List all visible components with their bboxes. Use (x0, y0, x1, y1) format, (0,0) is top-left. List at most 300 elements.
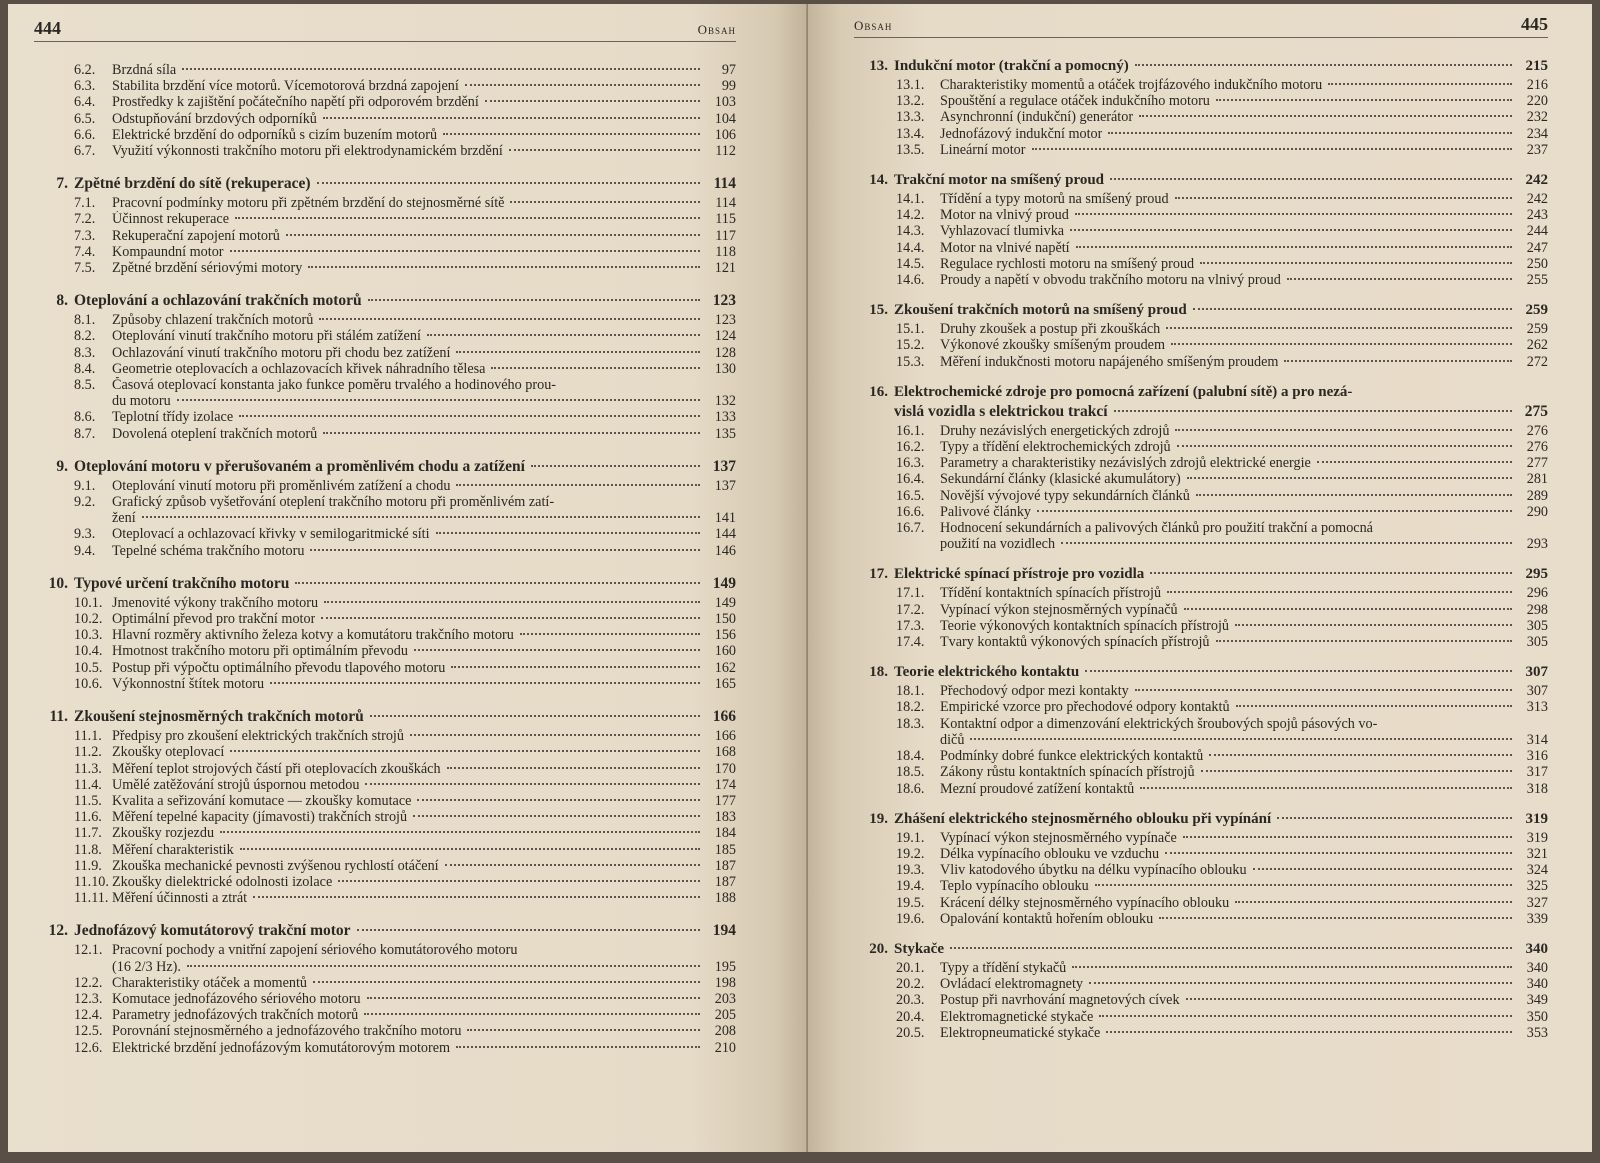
toc-entry (854, 77, 1548, 93)
toc-entry (34, 809, 736, 825)
toc-entry-continued (854, 536, 1548, 552)
chapter-heading (34, 922, 736, 940)
right-page (808, 4, 1592, 1152)
entry-title: Předpisy pro zkoušení elektrických trakčních strojů (112, 728, 404, 745)
dot-leader (253, 896, 700, 898)
entry-page: 203 (714, 990, 736, 1007)
dot-leader (317, 182, 701, 184)
entry-title: Teplotní třídy izolace (112, 409, 234, 426)
dot-leader (1196, 494, 1512, 496)
entry-number: 13.2. (896, 93, 925, 110)
entry-number: 20.5. (896, 1024, 925, 1041)
entry-number: 10.1. (74, 594, 103, 611)
chapter-page: 114 (713, 175, 736, 193)
chapter-heading (854, 811, 1548, 828)
entry-title: Měření charakteristik (112, 841, 234, 858)
entry-number: 14.6. (896, 272, 925, 289)
toc-entry (34, 111, 736, 127)
dot-leader (1175, 197, 1512, 199)
entry-title: Komutace jednofázového sériového motoru (112, 990, 361, 1007)
entry-title: Regulace rychlosti motoru na smíšený proud (940, 255, 1195, 272)
chapter-heading (854, 664, 1548, 681)
entry-number: 12.2. (74, 974, 103, 991)
toc-entry (854, 240, 1548, 256)
entry-title: Empirické vzorce pro přechodové odpory kontaktů (940, 699, 1230, 716)
entry-page: 187 (714, 873, 736, 890)
dot-leader (417, 799, 700, 801)
dot-leader (1201, 770, 1512, 772)
entry-number: 19.3. (896, 862, 925, 879)
dot-leader (1328, 83, 1512, 85)
chapter-number: 8. (56, 292, 68, 310)
toc-entry (34, 744, 736, 760)
entry-page: 149 (714, 594, 736, 611)
entry-number: 14.1. (896, 191, 925, 208)
toc-entry (34, 94, 736, 110)
entry-title: Stabilita brzdění více motorů. Vícemotorová brzdná zapojení (112, 78, 459, 95)
chapter-number: 18. (869, 664, 888, 681)
entry-title: Elektromagnetické stykače (940, 1008, 1094, 1025)
chapter-heading-continued (854, 403, 1548, 421)
dot-leader (509, 149, 700, 151)
chapter-heading (854, 384, 1548, 401)
entry-number: 10.5. (74, 659, 103, 676)
entry-title: Typy a třídění stykačů (940, 959, 1067, 976)
entry-number: 7.3. (74, 227, 96, 244)
entry-page: 123 (714, 312, 736, 329)
chapter-title: Zkoušení trakčních motorů na smíšený proud (894, 302, 1187, 319)
dot-leader (1284, 360, 1512, 362)
dot-leader (456, 484, 700, 486)
dot-leader (240, 848, 700, 850)
entry-number: 11.7. (74, 825, 102, 842)
entry-title: Zkoušky oteplovací (112, 744, 225, 761)
dot-leader (1114, 410, 1512, 412)
entry-number: 11.4. (74, 776, 102, 793)
entry-page: 247 (1526, 239, 1548, 256)
chapter-block (854, 664, 1548, 796)
entry-number: 13.5. (896, 141, 925, 158)
entry-title: Jmenovité výkony trakčního motoru (112, 594, 319, 611)
chapter-page: 242 (1525, 172, 1548, 189)
entry-number: 10.3. (74, 627, 103, 644)
entry-page: 185 (714, 841, 736, 858)
running-title: Obsah (854, 18, 893, 33)
toc-entry (854, 423, 1548, 439)
dot-leader (1253, 868, 1512, 870)
entry-number: 16.4. (896, 471, 925, 488)
chapter-title-continued: vislá vozidla s elektrickou trakcí (894, 402, 1108, 420)
dot-leader (1167, 591, 1512, 593)
entry-page: 144 (714, 526, 736, 543)
entry-page: 160 (714, 643, 736, 660)
entry-title: Grafický způsob vyšetřování oteplení trakčního motoru při proměnlivém zatí- (112, 494, 555, 511)
chapter-number: 11. (49, 708, 68, 726)
entry-title: Elektrické brzdění jednofázovým komutátorovým motorem (112, 1039, 451, 1056)
entry-number: 14.5. (896, 255, 925, 272)
entry-title: Dovolená oteplení trakčních motorů (112, 425, 318, 442)
entry-title: Měření indukčnosti motoru napájeného smíšeným proudem (940, 353, 1279, 370)
toc-entry (34, 611, 736, 627)
toc-entry (34, 526, 736, 542)
entry-page: 305 (1526, 617, 1548, 634)
dot-leader (1216, 99, 1512, 101)
entry-title: Zkoušky rozjezdu (112, 825, 215, 842)
dot-leader (1236, 705, 1512, 707)
chapter-number: 13. (869, 58, 888, 74)
toc-entry (34, 478, 736, 494)
dot-leader (531, 465, 700, 467)
dot-leader (456, 351, 700, 353)
chapter-title: Stykače (894, 940, 944, 957)
entry-title: Ovládací elektromagnety (940, 976, 1083, 993)
dot-leader (451, 666, 700, 668)
chapter-page: 295 (1525, 566, 1548, 583)
toc-entry (34, 1040, 736, 1056)
entry-number: 12.6. (74, 1039, 103, 1056)
toc-entry (854, 618, 1548, 634)
entry-number: 8.6. (74, 409, 96, 426)
entry-page: 124 (714, 328, 736, 345)
entry-page: 177 (714, 792, 736, 809)
entry-title: Výkonové zkoušky smíšeným proudem (940, 337, 1166, 354)
chapter-heading (854, 941, 1548, 958)
chapter-title: Zhášení elektrického stejnosměrného oblouku při vypínání (894, 810, 1272, 827)
entry-number: 14.4. (896, 239, 925, 256)
entry-number: 18.1. (896, 683, 925, 700)
running-head (34, 18, 736, 42)
entry-title: Motor na vlnivý proud (940, 207, 1069, 224)
dot-leader (1165, 852, 1512, 854)
entry-number: 13.1. (896, 77, 925, 93)
dot-leader (364, 1013, 700, 1015)
toc-entry (34, 345, 736, 361)
chapter-block (854, 566, 1548, 650)
dot-leader (1108, 132, 1512, 134)
entry-page: 128 (714, 344, 736, 361)
entry-page: 325 (1526, 878, 1548, 895)
entry-page: 259 (1526, 321, 1548, 338)
entry-page: 184 (714, 825, 736, 842)
dot-leader (270, 682, 700, 684)
entry-number: 8.5. (74, 377, 96, 394)
toc-entry-continued (34, 393, 736, 409)
toc-entry (854, 683, 1548, 699)
entry-number: 11.5. (74, 792, 102, 809)
toc-entry (34, 543, 736, 559)
entry-page: 170 (714, 760, 736, 777)
dot-leader (235, 217, 700, 219)
entry-title: Porovnání stejnosměrného a jednofázového trakčního motoru (112, 1023, 462, 1040)
entry-title: Kvalita a seřizování komutace — zkoušky komutace (112, 792, 412, 809)
dot-leader (1099, 1015, 1512, 1017)
dot-leader (1110, 178, 1512, 180)
chapter-number: 12. (48, 922, 68, 940)
toc-entry (34, 627, 736, 643)
toc-entry (854, 93, 1548, 109)
dot-leader (1317, 461, 1512, 463)
entry-title: Vypínací výkon stejnosměrných vypínačů (940, 601, 1178, 618)
entry-number: 6.3. (74, 78, 96, 95)
dot-leader (467, 1029, 700, 1031)
entry-title: Tvary kontaktů výkonových spínacích přístrojů (940, 634, 1210, 651)
entry-title-continued: použití na vozidlech (940, 536, 1056, 553)
dot-leader (177, 399, 700, 401)
page-number: 445 (1521, 14, 1548, 34)
toc-entry-continued (34, 959, 736, 975)
entry-number: 9.3. (74, 526, 96, 543)
dot-leader (1150, 572, 1512, 574)
dot-leader (321, 617, 700, 619)
dot-leader (1032, 148, 1513, 150)
entry-page: 290 (1526, 503, 1548, 520)
entry-number: 15.3. (896, 353, 925, 370)
entry-number: 6.6. (74, 126, 96, 143)
dot-leader (510, 201, 700, 203)
entry-title: Hmotnost trakčního motoru při optimálním převodu (112, 643, 408, 660)
dot-leader (323, 432, 700, 434)
entry-number: 19.5. (896, 894, 925, 911)
dot-leader (436, 532, 700, 534)
dot-leader (323, 117, 700, 119)
entry-number: 17.3. (896, 617, 925, 634)
toc-entry (34, 361, 736, 377)
entry-page: 232 (1526, 109, 1548, 126)
entry-title-continued: žení (112, 510, 136, 527)
entry-title: Asynchronní (indukční) generátor (940, 109, 1134, 126)
dot-leader (410, 734, 700, 736)
entry-page: 166 (714, 728, 736, 745)
entry-number: 8.1. (74, 312, 96, 329)
entry-page: 272 (1526, 353, 1548, 370)
toc-entry (854, 272, 1548, 288)
chapter-heading (34, 175, 736, 193)
entry-title: Teorie výkonových kontaktních spínacích přístrojů (940, 617, 1229, 634)
entry-page: 296 (1526, 585, 1548, 602)
entry-title-continued: (16 2/3 Hz). (112, 958, 181, 975)
dot-leader (1037, 510, 1512, 512)
entry-title: Optimální převod pro trakční motor (112, 611, 316, 628)
toc-entry (34, 761, 736, 777)
entry-page: 276 (1526, 422, 1548, 439)
dot-leader (313, 981, 700, 983)
entry-page: 277 (1526, 455, 1548, 472)
chapter-number: 15. (869, 302, 888, 319)
chapter-block (34, 292, 736, 442)
dot-leader (220, 831, 700, 833)
toc-entry (34, 426, 736, 442)
entry-title: Elektrické brzdění do odporníků s cizím buzením motorů (112, 126, 438, 143)
entry-page: 106 (714, 126, 736, 143)
entry-title: Účinnost rekuperace (112, 211, 229, 228)
dot-leader (1186, 998, 1512, 1000)
dot-leader (427, 334, 700, 336)
entry-title: Opalování kontaktů hořením oblouku (940, 910, 1154, 927)
entry-page: 114 (715, 195, 736, 212)
entry-number: 9.1. (74, 477, 96, 494)
dot-leader (1184, 608, 1512, 610)
toc-entry (34, 942, 736, 958)
chapter-title: Oteplování motoru v přerušovaném a proměnlivém chodu a zatížení (74, 457, 525, 475)
entry-page: 321 (1526, 845, 1548, 862)
dot-leader (338, 880, 700, 882)
entry-title: Vypínací výkon stejnosměrného vypínače (940, 829, 1177, 846)
table-of-contents (854, 58, 1548, 1041)
dot-leader (295, 582, 700, 584)
entry-number: 18.6. (896, 780, 925, 797)
dot-leader (357, 929, 700, 931)
entry-title: Charakteristiky momentů a otáček trojfázového indukčního motoru (940, 77, 1323, 93)
entry-page: 198 (714, 974, 736, 991)
toc-entry (34, 676, 736, 692)
toc-entry (854, 830, 1548, 846)
entry-title: Parametry a charakteristiky nezávislých zdrojů elektrické energie (940, 455, 1311, 472)
chapter-block (34, 708, 736, 906)
entry-number: 19.4. (896, 878, 925, 895)
entry-number: 16.7. (896, 520, 925, 537)
entry-number: 20.4. (896, 1008, 925, 1025)
entry-title: Postup při výpočtu optimálního převodu tlapového motoru (112, 659, 446, 676)
entry-title: Typy a třídění elektrochemických zdrojů (940, 439, 1171, 456)
entry-title: Charakteristiky otáček a momentů (112, 974, 308, 991)
entry-number: 6.5. (74, 110, 96, 127)
entry-page: 305 (1526, 634, 1548, 651)
entry-title: Měření tepelné kapacity (jímavosti) trakčních strojů (112, 809, 408, 826)
toc-entry (34, 244, 736, 260)
entry-page: 112 (715, 143, 736, 160)
chapter-number: 10. (48, 574, 68, 592)
toc-entry (34, 1023, 736, 1039)
dot-leader (1235, 901, 1512, 903)
entry-title: Ochlazování vinutí trakčního motoru při chodu bez zatížení (112, 344, 451, 361)
entry-page: 319 (1526, 829, 1548, 846)
toc-entry (34, 975, 736, 991)
toc-entry (34, 842, 736, 858)
entry-number: 16.1. (896, 422, 925, 439)
toc-entry (854, 520, 1548, 536)
entry-page: 195 (714, 958, 736, 975)
dot-leader (239, 415, 700, 417)
entry-number: 8.4. (74, 360, 96, 377)
entry-number: 20.2. (896, 976, 925, 993)
chapter-heading (34, 575, 736, 593)
entry-page: 165 (714, 675, 736, 692)
toc-entry (34, 643, 736, 659)
chapter-block (34, 175, 736, 276)
entry-number: 11.2. (74, 744, 102, 761)
entry-page: 327 (1526, 894, 1548, 911)
toc-entry (854, 585, 1548, 601)
dot-leader (310, 549, 700, 551)
chapter-title: Jednofázový komutátorový trakční motor (74, 922, 351, 940)
entry-page: 353 (1526, 1024, 1548, 1041)
chapter-page: 149 (712, 574, 736, 592)
entry-title: Novější vývojové typy sekundárních článků (940, 487, 1190, 504)
entry-page: 349 (1526, 992, 1548, 1009)
chapter-number: 9. (56, 457, 68, 475)
entry-page: 174 (714, 776, 736, 793)
page-number: 444 (34, 18, 61, 38)
entry-number: 7.5. (74, 260, 96, 277)
entry-number: 13.4. (896, 125, 925, 142)
toc-entry (854, 911, 1548, 927)
toc-entry (854, 471, 1548, 487)
dot-leader (1085, 670, 1512, 672)
entry-title: Kontaktní odpor a dimenzování elektrických šroubových spojů pásových vo- (940, 715, 1378, 732)
toc-entry (34, 728, 736, 744)
entry-page: 234 (1526, 125, 1548, 142)
toc-entry (34, 127, 736, 143)
dot-leader (491, 367, 700, 369)
entry-number: 18.3. (896, 715, 925, 732)
entry-page: 130 (714, 360, 736, 377)
entry-number: 8.7. (74, 425, 96, 442)
entry-number: 14.3. (896, 223, 925, 240)
entry-title: Postup při navrhování magnetových cívek (940, 992, 1180, 1009)
entry-title: Zkoušky dielektrické odolnosti izolace (112, 873, 333, 890)
entry-title: Oteplovací a ochlazovací křivky v semilogaritmické síti (112, 526, 430, 543)
dot-leader (520, 633, 700, 635)
entry-number: 9.2. (74, 494, 96, 511)
entry-title: Třídění kontaktních spínacích přístrojů (940, 585, 1162, 602)
entry-title: Rekuperační zapojení motorů (112, 227, 280, 244)
dot-leader (182, 68, 700, 70)
entry-number: 12.1. (74, 942, 103, 959)
entry-page: 244 (1526, 223, 1548, 240)
entry-title: Prostředky k zajištění počátečního napětí při odporovém brzdění (112, 94, 479, 111)
toc-entry (854, 439, 1548, 455)
entry-title: Podmínky dobré funkce elektrických kontaktů (940, 748, 1204, 765)
entry-page: 350 (1526, 1008, 1548, 1025)
dot-leader (1209, 754, 1512, 756)
dot-leader (1177, 445, 1512, 447)
toc-entry (854, 602, 1548, 618)
toc-entry (854, 223, 1548, 239)
entry-number: 18.2. (896, 699, 925, 716)
toc-entry (854, 895, 1548, 911)
dot-leader (950, 947, 1512, 949)
chapter-heading (854, 302, 1548, 319)
entry-number: 13.3. (896, 109, 925, 126)
entry-number: 10.2. (74, 611, 103, 628)
entry-number: 8.3. (74, 344, 96, 361)
chapter-heading (854, 172, 1548, 189)
chapter-block (854, 384, 1548, 553)
entry-number: 7.4. (74, 243, 96, 260)
entry-title: Geometrie oteplovacích a ochlazovacích křivek náhradního tělesa (112, 360, 486, 377)
dot-leader (1070, 229, 1512, 231)
entry-number: 7.1. (74, 195, 96, 212)
entry-page: 255 (1526, 272, 1548, 289)
dot-leader (1277, 817, 1512, 819)
toc-entry (854, 126, 1548, 142)
entry-title: Umělé zatěžování strojů úspornou metodou (112, 776, 360, 793)
chapter-block (854, 941, 1548, 1041)
entry-title: Oteplování vinutí trakčního motoru při stálém zatížení (112, 328, 421, 345)
entry-title: Druhy nezávislých energetických zdrojů (940, 422, 1170, 439)
chapter-title: Zpětné brzdění do sítě (rekuperace) (74, 175, 311, 193)
entry-title: Měření účinnosti a ztrát (112, 890, 248, 907)
entry-page: 317 (1526, 764, 1548, 781)
entry-title: Zkouška mechanické pevnosti zvýšenou rychlostí otáčení (112, 857, 439, 874)
entry-page: 168 (714, 744, 736, 761)
entry-number: 17.1. (896, 585, 925, 602)
entry-title: Měření teplot strojových částí při oteplovacích zkouškách (112, 760, 441, 777)
toc-entry (854, 862, 1548, 878)
toc-entry (34, 143, 736, 159)
entry-page: 135 (714, 425, 736, 442)
chapter-block (34, 922, 736, 1055)
